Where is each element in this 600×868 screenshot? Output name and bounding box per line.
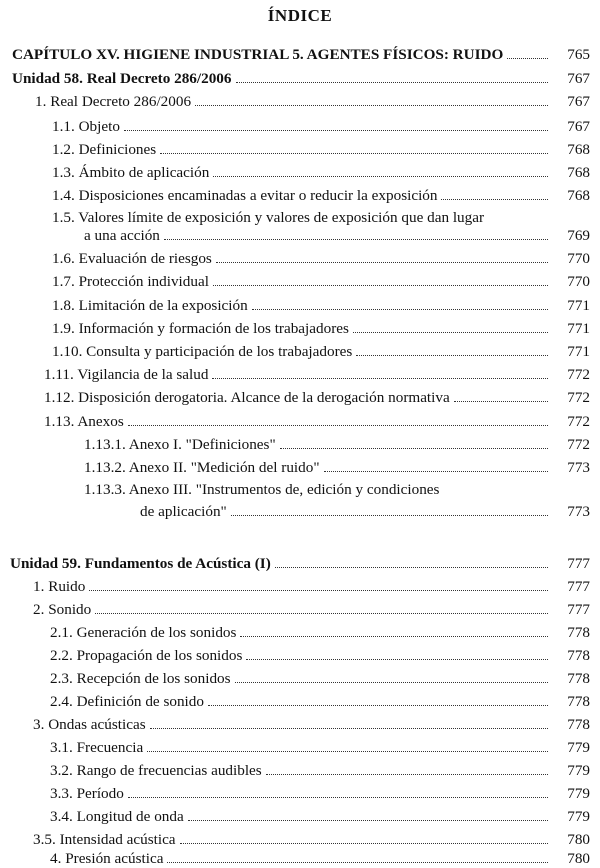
leader-dots — [324, 471, 548, 472]
toc-page-number: 767 — [567, 93, 590, 110]
toc-entry-title: Unidad 58. Real Decreto 286/2006 — [12, 70, 232, 87]
toc-page-number: 779 — [567, 785, 590, 802]
toc-entry-title: 2.3. Recepción de los sonidos — [50, 670, 231, 687]
toc-entry-title: 1. Ruido — [33, 578, 86, 595]
toc-entry-title: 1.1. Objeto — [52, 118, 120, 135]
toc-page-number: 768 — [567, 164, 590, 181]
toc-entry[interactable] — [50, 761, 590, 780]
leader-dots — [180, 843, 548, 844]
toc-page-number: 779 — [567, 762, 590, 779]
toc-entry-title: 1.4. Disposiciones encaminadas a evitar o reducir la exposición — [52, 187, 438, 204]
toc-entry-title: 1.6. Evaluación de riesgos — [52, 250, 212, 267]
toc-page-number: 771 — [567, 343, 590, 360]
toc-entry[interactable] — [12, 69, 590, 88]
toc-page-number: 773 — [567, 503, 590, 520]
toc-entry[interactable] — [12, 45, 590, 64]
toc-page-number: 765 — [567, 46, 590, 63]
toc-page-number: 779 — [567, 739, 590, 756]
toc-page-number: 777 — [567, 555, 590, 572]
toc-entry-title: 1.13.1. Anexo I. "Definiciones" — [84, 436, 276, 453]
toc-page-number: 780 — [567, 831, 590, 848]
toc-page-number: 772 — [567, 413, 590, 430]
leader-dots — [124, 130, 548, 131]
toc-page-number: 780 — [567, 850, 590, 867]
toc-entry[interactable] — [50, 692, 590, 711]
toc-entry[interactable] — [50, 738, 590, 757]
toc-entry[interactable] — [35, 92, 590, 111]
toc-page-number: 770 — [567, 273, 590, 290]
toc-page-number: 771 — [567, 320, 590, 337]
toc-entry[interactable] — [52, 163, 590, 182]
toc-entry-title: 1.7. Protección individual — [52, 273, 209, 290]
leader-dots — [507, 58, 548, 59]
toc-entry-title: Unidad 59. Fundamentos de Acústica (I) — [10, 555, 271, 572]
toc-entry-title: 1.3. Ámbito de aplicación — [52, 164, 210, 181]
toc-entry[interactable] — [52, 249, 590, 268]
toc-entry-title: 1.2. Definiciones — [52, 141, 157, 158]
toc-entry[interactable] — [50, 849, 590, 868]
leader-dots — [266, 774, 548, 775]
toc-page-number: 779 — [567, 808, 590, 825]
leader-dots — [160, 153, 548, 154]
toc-entry[interactable] — [84, 458, 590, 477]
leader-dots — [95, 613, 548, 614]
toc-page-number: 768 — [567, 187, 590, 204]
toc-entry[interactable] — [50, 669, 590, 688]
leader-dots — [128, 425, 548, 426]
toc-page-number: 778 — [567, 624, 590, 641]
toc-page-number: 772 — [567, 436, 590, 453]
leader-dots — [353, 332, 548, 333]
toc-entry-title: 1.8. Limitación de la exposición — [52, 297, 248, 314]
toc-entry-title: 1.9. Información y formación de los trabajadores — [52, 320, 349, 337]
toc-entry[interactable] — [33, 830, 590, 849]
leader-dots — [128, 797, 548, 798]
toc-entry[interactable] — [44, 365, 590, 384]
toc-entry[interactable] — [52, 117, 590, 136]
leader-dots — [213, 176, 548, 177]
toc-page-number: 767 — [567, 118, 590, 135]
toc-entry[interactable] — [52, 140, 590, 159]
toc-entry-title: 3.2. Rango de frecuencias audibles — [50, 762, 262, 779]
toc-entry-title: 3.1. Frecuencia — [50, 739, 144, 756]
toc-page-number: 772 — [567, 366, 590, 383]
leader-dots — [164, 239, 548, 240]
toc-entry[interactable] — [52, 272, 590, 291]
toc-entry[interactable] — [33, 577, 590, 596]
leader-dots — [150, 728, 548, 729]
toc-entry[interactable] — [44, 412, 590, 431]
toc-page-number: 777 — [567, 578, 590, 595]
toc-entry-title: 1.12. Disposición derogatoria. Alcance de la derogación normativa — [44, 389, 450, 406]
toc-entry[interactable] — [33, 715, 590, 734]
leader-dots — [231, 515, 548, 516]
toc-page-number: 778 — [567, 693, 590, 710]
toc-entry-title: 3.5. Intensidad acústica — [33, 831, 176, 848]
toc-entry[interactable] — [50, 807, 590, 826]
toc-entry-title: 2. Sonido — [33, 601, 92, 618]
toc-page-number: 778 — [567, 670, 590, 687]
toc-entry-title: 2.2. Propagación de los sonidos — [50, 647, 243, 664]
leader-dots — [236, 82, 549, 83]
leader-dots — [246, 659, 548, 660]
toc-entry[interactable] — [33, 600, 590, 619]
leader-dots — [280, 448, 548, 449]
toc-entry-title: 1.13.2. Anexo II. "Medición del ruido" — [84, 459, 320, 476]
toc-entry-continuation: a una acción — [84, 227, 160, 244]
toc-entry[interactable] — [50, 784, 590, 803]
leader-dots — [147, 751, 548, 752]
toc-entry[interactable] — [44, 388, 590, 407]
toc-entry-title: 1. Real Decreto 286/2006 — [35, 93, 192, 110]
toc-entry-title[interactable]: 1.5. Valores límite de exposición y valores de exposición que dan lugar — [52, 209, 485, 226]
page-title: ÍNDICE — [267, 6, 333, 25]
leader-dots — [454, 401, 548, 402]
toc-page-number: 772 — [567, 389, 590, 406]
leader-dots — [195, 105, 548, 106]
toc-entry[interactable] — [52, 296, 590, 315]
toc-entry[interactable] — [52, 342, 590, 361]
toc-entry[interactable] — [50, 646, 590, 665]
toc-page-number: 771 — [567, 297, 590, 314]
toc-page-number: 769 — [567, 227, 590, 244]
toc-entry[interactable] — [84, 226, 590, 245]
leader-dots — [252, 309, 548, 310]
leader-dots — [275, 567, 548, 568]
toc-entry-title: CAPÍTULO XV. HIGIENE INDUSTRIAL 5. AGENTES FÍSICOS: RUIDO — [12, 46, 504, 63]
leader-dots — [208, 705, 548, 706]
toc-entry[interactable] — [50, 623, 590, 642]
toc-page-number: 778 — [567, 716, 590, 733]
toc-entry[interactable] — [52, 319, 590, 338]
leader-dots — [89, 590, 548, 591]
toc-entry-title: 3.4. Longitud de onda — [50, 808, 184, 825]
leader-dots — [240, 636, 548, 637]
toc-entry-title: 2.1. Generación de los sonidos — [50, 624, 237, 641]
leader-dots — [356, 355, 548, 356]
toc-entry-title: 4. Presión acústica — [50, 850, 164, 867]
toc-page-number: 773 — [567, 459, 590, 476]
toc-entry-continuation: de aplicación" — [140, 503, 227, 520]
leader-dots — [212, 378, 548, 379]
toc-entry-title: 1.11. Vigilancia de la salud — [44, 366, 209, 383]
toc-entry-title: 1.10. Consulta y participación de los trabajadores — [52, 343, 353, 360]
toc-page-number: 778 — [567, 647, 590, 664]
leader-dots — [213, 285, 548, 286]
leader-dots — [235, 682, 548, 683]
toc-entry-title: 2.4. Definición de sonido — [50, 693, 204, 710]
toc-entry-title: 3.3. Período — [50, 785, 124, 802]
toc-entry-title: 1.13. Anexos — [44, 413, 124, 430]
toc-entry[interactable] — [140, 502, 590, 521]
leader-dots — [216, 262, 548, 263]
leader-dots — [441, 199, 548, 200]
toc-entry[interactable] — [84, 435, 590, 454]
leader-dots — [188, 820, 548, 821]
toc-page-number: 767 — [567, 70, 590, 87]
toc-entry-title[interactable]: 1.13.3. Anexo III. "Instrumentos de, edición y condiciones — [84, 481, 440, 498]
toc-entry[interactable] — [52, 186, 590, 205]
toc-page-number: 768 — [567, 141, 590, 158]
toc-page-number: 777 — [567, 601, 590, 618]
toc-entry-title: 3. Ondas acústicas — [33, 716, 146, 733]
leader-dots — [167, 862, 548, 863]
toc-page-number: 770 — [567, 250, 590, 267]
toc-entry[interactable] — [10, 554, 590, 573]
